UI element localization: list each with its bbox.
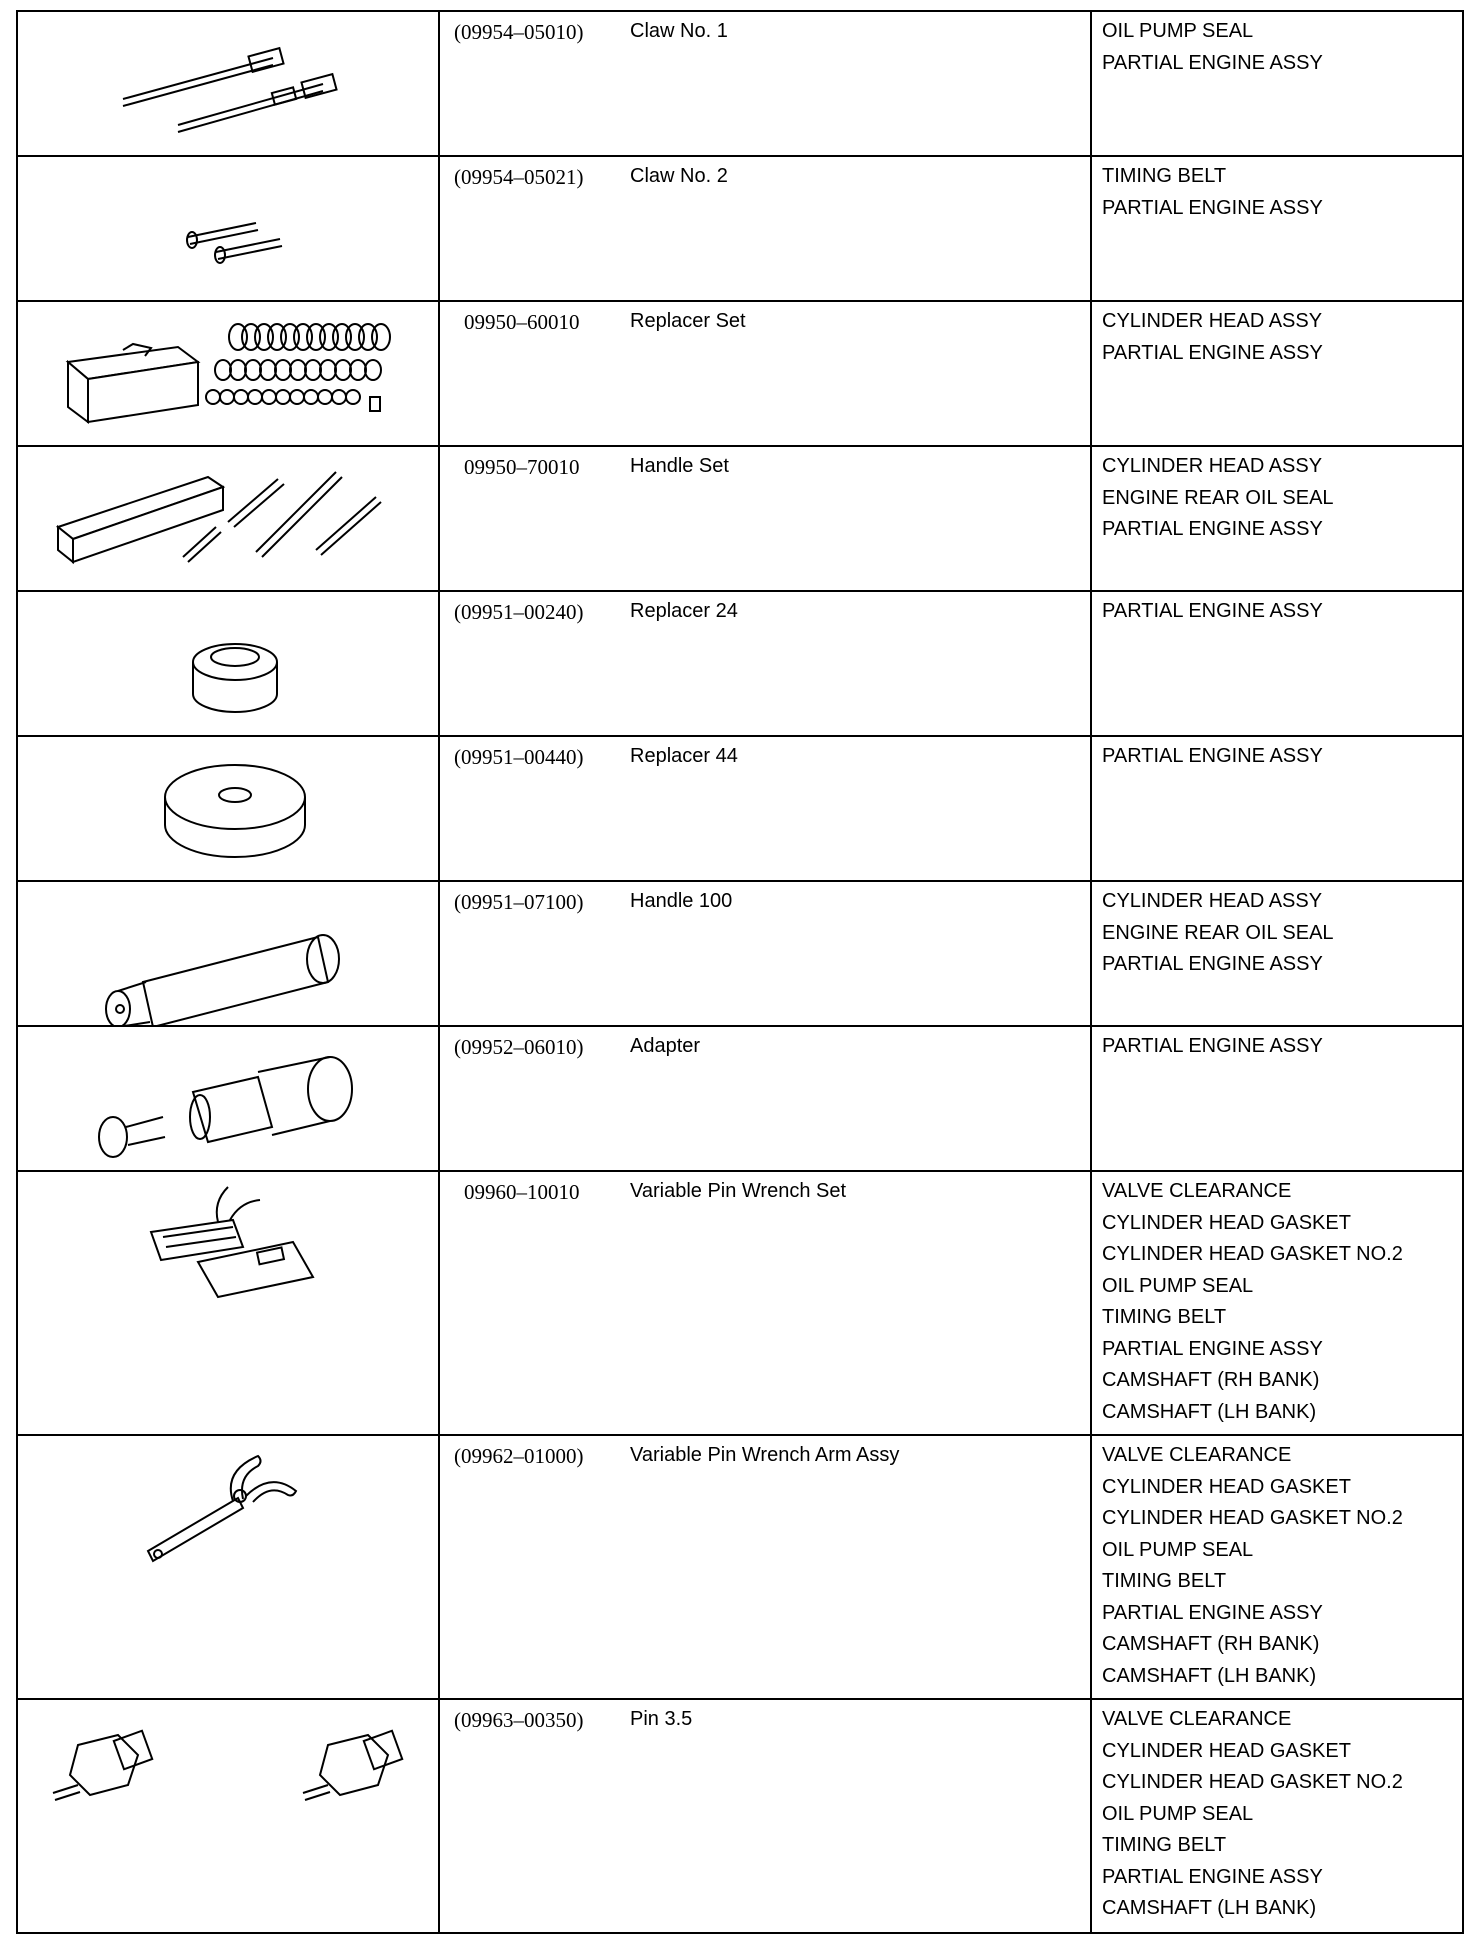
replacer-44-icon [18, 737, 438, 880]
usage-list [1092, 1172, 1462, 1428]
usage-cell [1091, 1699, 1463, 1933]
table-row [17, 591, 1463, 736]
tool-name-cell [620, 1699, 1091, 1933]
usage-list [1092, 882, 1462, 981]
tools-table-body [17, 11, 1463, 1933]
usage-list [1092, 447, 1462, 546]
usage-item: VALVE CLEARANCE [1102, 1708, 1292, 1730]
part-number-cell [439, 1171, 620, 1435]
part-number: (09951–07100) [454, 890, 584, 914]
tool-name: Variable Pin Wrench Arm Assy [630, 1444, 900, 1466]
tool-name: Handle 100 [630, 890, 733, 912]
table-row [17, 446, 1463, 591]
usage-item: PARTIAL ENGINE ASSY [1102, 518, 1323, 540]
usage-item: CAMSHAFT (RH BANK) [1102, 1369, 1320, 1391]
tool-illustration-cell [17, 1171, 439, 1435]
usage-item: OIL PUMP SEAL [1102, 1274, 1254, 1297]
part-number-cell [439, 1435, 620, 1699]
tool-name-cell [620, 736, 1091, 881]
usage-item: CYLINDER HEAD GASKET NO.2 [1102, 1243, 1403, 1265]
part-number-cell [439, 736, 620, 881]
usage-list [1092, 157, 1462, 224]
usage-cell [1091, 1171, 1463, 1435]
usage-item: PARTIAL ENGINE ASSY [1102, 196, 1323, 219]
tool-illustration-cell [17, 301, 439, 446]
pin-wrench-set-icon [18, 1172, 438, 1434]
usage-list [1092, 1436, 1462, 1692]
usage-item: CYLINDER HEAD ASSY [1102, 455, 1323, 477]
tool-name-cell [620, 301, 1091, 446]
usage-item: OIL PUMP SEAL [1102, 1802, 1254, 1825]
table-row [17, 881, 1463, 1026]
tool-illustration-cell [17, 881, 439, 1026]
handle-100-icon [18, 882, 438, 1025]
part-number: 09950–70010 [464, 455, 580, 479]
tool-illustration-cell [17, 11, 439, 156]
pin-35-icon [18, 1700, 438, 1932]
part-number-cell [439, 301, 620, 446]
tool-name-cell [620, 11, 1091, 156]
claw-no1-icon [18, 12, 438, 155]
special-service-tools-table [16, 10, 1464, 1934]
part-number: 09950–60010 [464, 310, 580, 334]
part-number: (09952–06010) [454, 1035, 584, 1059]
tool-illustration-cell [17, 156, 439, 301]
usage-item: OIL PUMP SEAL [1102, 1538, 1254, 1561]
usage-cell [1091, 446, 1463, 591]
part-number: (09954–05021) [454, 165, 584, 189]
tool-name-cell [620, 156, 1091, 301]
usage-list [1092, 1027, 1462, 1063]
usage-item: CAMSHAFT (LH BANK) [1102, 1400, 1317, 1423]
usage-item: ENGINE REAR OIL SEAL [1102, 921, 1334, 944]
usage-item: PARTIAL ENGINE ASSY [1102, 600, 1323, 622]
usage-item: PARTIAL ENGINE ASSY [1102, 1865, 1323, 1888]
usage-cell [1091, 301, 1463, 446]
tool-name-cell [620, 1026, 1091, 1171]
table-row [17, 736, 1463, 881]
usage-item: CAMSHAFT (LH BANK) [1102, 1664, 1317, 1687]
usage-item: CYLINDER HEAD ASSY [1102, 310, 1323, 332]
usage-item: VALVE CLEARANCE [1102, 1444, 1292, 1466]
usage-item: PARTIAL ENGINE ASSY [1102, 1337, 1323, 1360]
part-number-cell [439, 1026, 620, 1171]
tool-illustration-cell [17, 591, 439, 736]
usage-item: TIMING BELT [1102, 1306, 1227, 1328]
tool-illustration-cell [17, 1026, 439, 1171]
replacer-24-icon [18, 592, 438, 735]
usage-item: PARTIAL ENGINE ASSY [1102, 51, 1323, 74]
part-number: (09951–00240) [454, 600, 584, 624]
usage-item: VALVE CLEARANCE [1102, 1180, 1292, 1202]
usage-item: CYLINDER HEAD GASKET [1102, 1475, 1351, 1498]
usage-cell [1091, 1026, 1463, 1171]
usage-item: PARTIAL ENGINE ASSY [1102, 745, 1323, 767]
replacer-set-icon [18, 302, 438, 445]
usage-item: CYLINDER HEAD GASKET NO.2 [1102, 1771, 1403, 1793]
tool-name: Claw No. 2 [630, 165, 728, 187]
table-row [17, 301, 1463, 446]
usage-item: CYLINDER HEAD ASSY [1102, 890, 1323, 912]
table-row [17, 1435, 1463, 1699]
part-number-cell [439, 11, 620, 156]
usage-list [1092, 737, 1462, 773]
table-row [17, 1699, 1463, 1933]
usage-cell [1091, 881, 1463, 1026]
usage-item: OIL PUMP SEAL [1102, 20, 1254, 42]
usage-item: TIMING BELT [1102, 1570, 1227, 1592]
part-number-cell [439, 446, 620, 591]
handle-set-icon [18, 447, 438, 590]
usage-item: TIMING BELT [1102, 1834, 1227, 1856]
usage-item: CYLINDER HEAD GASKET NO.2 [1102, 1507, 1403, 1529]
tool-name: Pin 3.5 [630, 1708, 693, 1730]
usage-item: PARTIAL ENGINE ASSY [1102, 953, 1323, 975]
part-number-cell [439, 881, 620, 1026]
usage-list [1092, 1700, 1462, 1925]
part-number-cell [439, 1699, 620, 1933]
tool-name: Variable Pin Wrench Set [630, 1180, 847, 1202]
tool-name: Replacer 24 [630, 600, 738, 622]
usage-list [1092, 592, 1462, 628]
table-row [17, 1171, 1463, 1435]
tool-illustration-cell [17, 1699, 439, 1933]
part-number: (09963–00350) [454, 1708, 584, 1732]
usage-cell [1091, 1435, 1463, 1699]
usage-item: CAMSHAFT (RH BANK) [1102, 1633, 1320, 1655]
tool-name: Claw No. 1 [630, 20, 728, 42]
usage-item: PARTIAL ENGINE ASSY [1102, 1035, 1323, 1057]
usage-item: PARTIAL ENGINE ASSY [1102, 341, 1323, 364]
table-row [17, 11, 1463, 156]
table-row [17, 1026, 1463, 1171]
tool-name-cell [620, 881, 1091, 1026]
usage-cell [1091, 156, 1463, 301]
usage-item: ENGINE REAR OIL SEAL [1102, 486, 1334, 509]
part-number-cell [439, 156, 620, 301]
table-row [17, 156, 1463, 301]
tool-name-cell [620, 1171, 1091, 1435]
usage-item: CAMSHAFT (LH BANK) [1102, 1897, 1317, 1919]
tool-name-cell [620, 446, 1091, 591]
usage-item: TIMING BELT [1102, 165, 1227, 187]
tool-name: Replacer Set [630, 310, 746, 332]
part-number-cell [439, 591, 620, 736]
part-number: (09951–00440) [454, 745, 584, 769]
part-number: (09962–01000) [454, 1444, 584, 1468]
usage-cell [1091, 736, 1463, 881]
claw-no2-icon [18, 157, 438, 300]
usage-item: CYLINDER HEAD GASKET [1102, 1211, 1351, 1234]
tool-name-cell [620, 591, 1091, 736]
adapter-icon [18, 1027, 438, 1170]
tool-name: Handle Set [630, 455, 729, 477]
tool-illustration-cell [17, 446, 439, 591]
pin-wrench-arm-icon [18, 1436, 438, 1698]
part-number: 09960–10010 [464, 1180, 580, 1204]
usage-cell [1091, 11, 1463, 156]
tool-name: Adapter [630, 1035, 701, 1057]
tool-illustration-cell [17, 1435, 439, 1699]
part-number: (09954–05010) [454, 20, 584, 44]
tool-name: Replacer 44 [630, 745, 738, 767]
usage-item: CYLINDER HEAD GASKET [1102, 1739, 1351, 1762]
tool-illustration-cell [17, 736, 439, 881]
usage-item: PARTIAL ENGINE ASSY [1102, 1601, 1323, 1624]
usage-list [1092, 302, 1462, 369]
usage-list [1092, 12, 1462, 79]
usage-cell [1091, 591, 1463, 736]
tool-name-cell [620, 1435, 1091, 1699]
